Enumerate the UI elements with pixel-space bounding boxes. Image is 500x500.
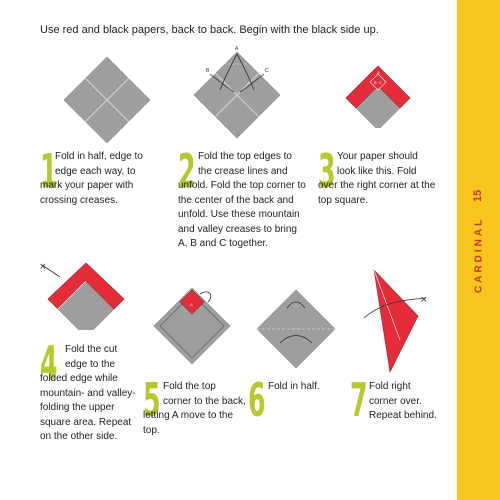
diagram-step-1 [62, 55, 152, 145]
label-c: C [379, 80, 382, 85]
step-number: 7 [350, 373, 368, 427]
folded-shape [374, 270, 418, 372]
step-text: corner over. Repeat behind. [369, 395, 437, 421]
cross-mark: × [39, 262, 47, 272]
sidebar-title: CARDINAL [473, 216, 485, 294]
step-text-first: Fold the cut [65, 344, 118, 355]
label-b: B [206, 68, 210, 74]
step-text: the crease lines and unfold. Fold the top corner to the center of the back and unfold. Use these mountain and valley creases to bring A, B and C together. [178, 165, 306, 249]
step-text-first: Your paper should [337, 151, 418, 162]
step-text-first: Fold right [369, 381, 411, 392]
diagram-step-4 [38, 255, 130, 330]
step-text: corner to the back, letting A move to the top. [143, 395, 246, 436]
page-number: 15 [472, 189, 484, 203]
step-text-first: Fold the top [163, 381, 216, 392]
step-number: 6 [248, 373, 266, 427]
step-text-first: Fold in half. [268, 381, 320, 392]
step-number: 2 [178, 144, 196, 198]
diagram-step-7 [356, 268, 436, 378]
diagram-step-2 [190, 42, 285, 142]
step-number: 5 [143, 373, 161, 427]
step-number: 4 [40, 336, 58, 390]
step-text: edge each way, to mark your paper with crossing creases. [40, 165, 136, 206]
step-text-first: Fold in half, edge to [55, 151, 143, 162]
intro-text: Use red and black papers, back to back. Begin with the black side up. [40, 24, 379, 36]
step-text: edge to the folded edge while mountain- and valley-folding the upper square area. Repeat on the other side. [40, 358, 136, 442]
diagram-step-3 [338, 66, 418, 128]
diagram-step-5 [150, 288, 232, 368]
label-c: C [265, 68, 269, 74]
label-a: A [190, 302, 193, 307]
step-text: look like this. Fold over the right corner at the top square. [318, 165, 436, 206]
label-b: B [374, 80, 377, 85]
cross-mark: × [420, 295, 428, 305]
step-text-first: Fold the top edges to [198, 151, 292, 162]
label-a: A [235, 46, 239, 52]
label-a: A [377, 70, 380, 75]
step-number: 3 [318, 144, 336, 198]
step-number: 1 [40, 144, 58, 198]
diagram-step-6 [255, 288, 337, 370]
